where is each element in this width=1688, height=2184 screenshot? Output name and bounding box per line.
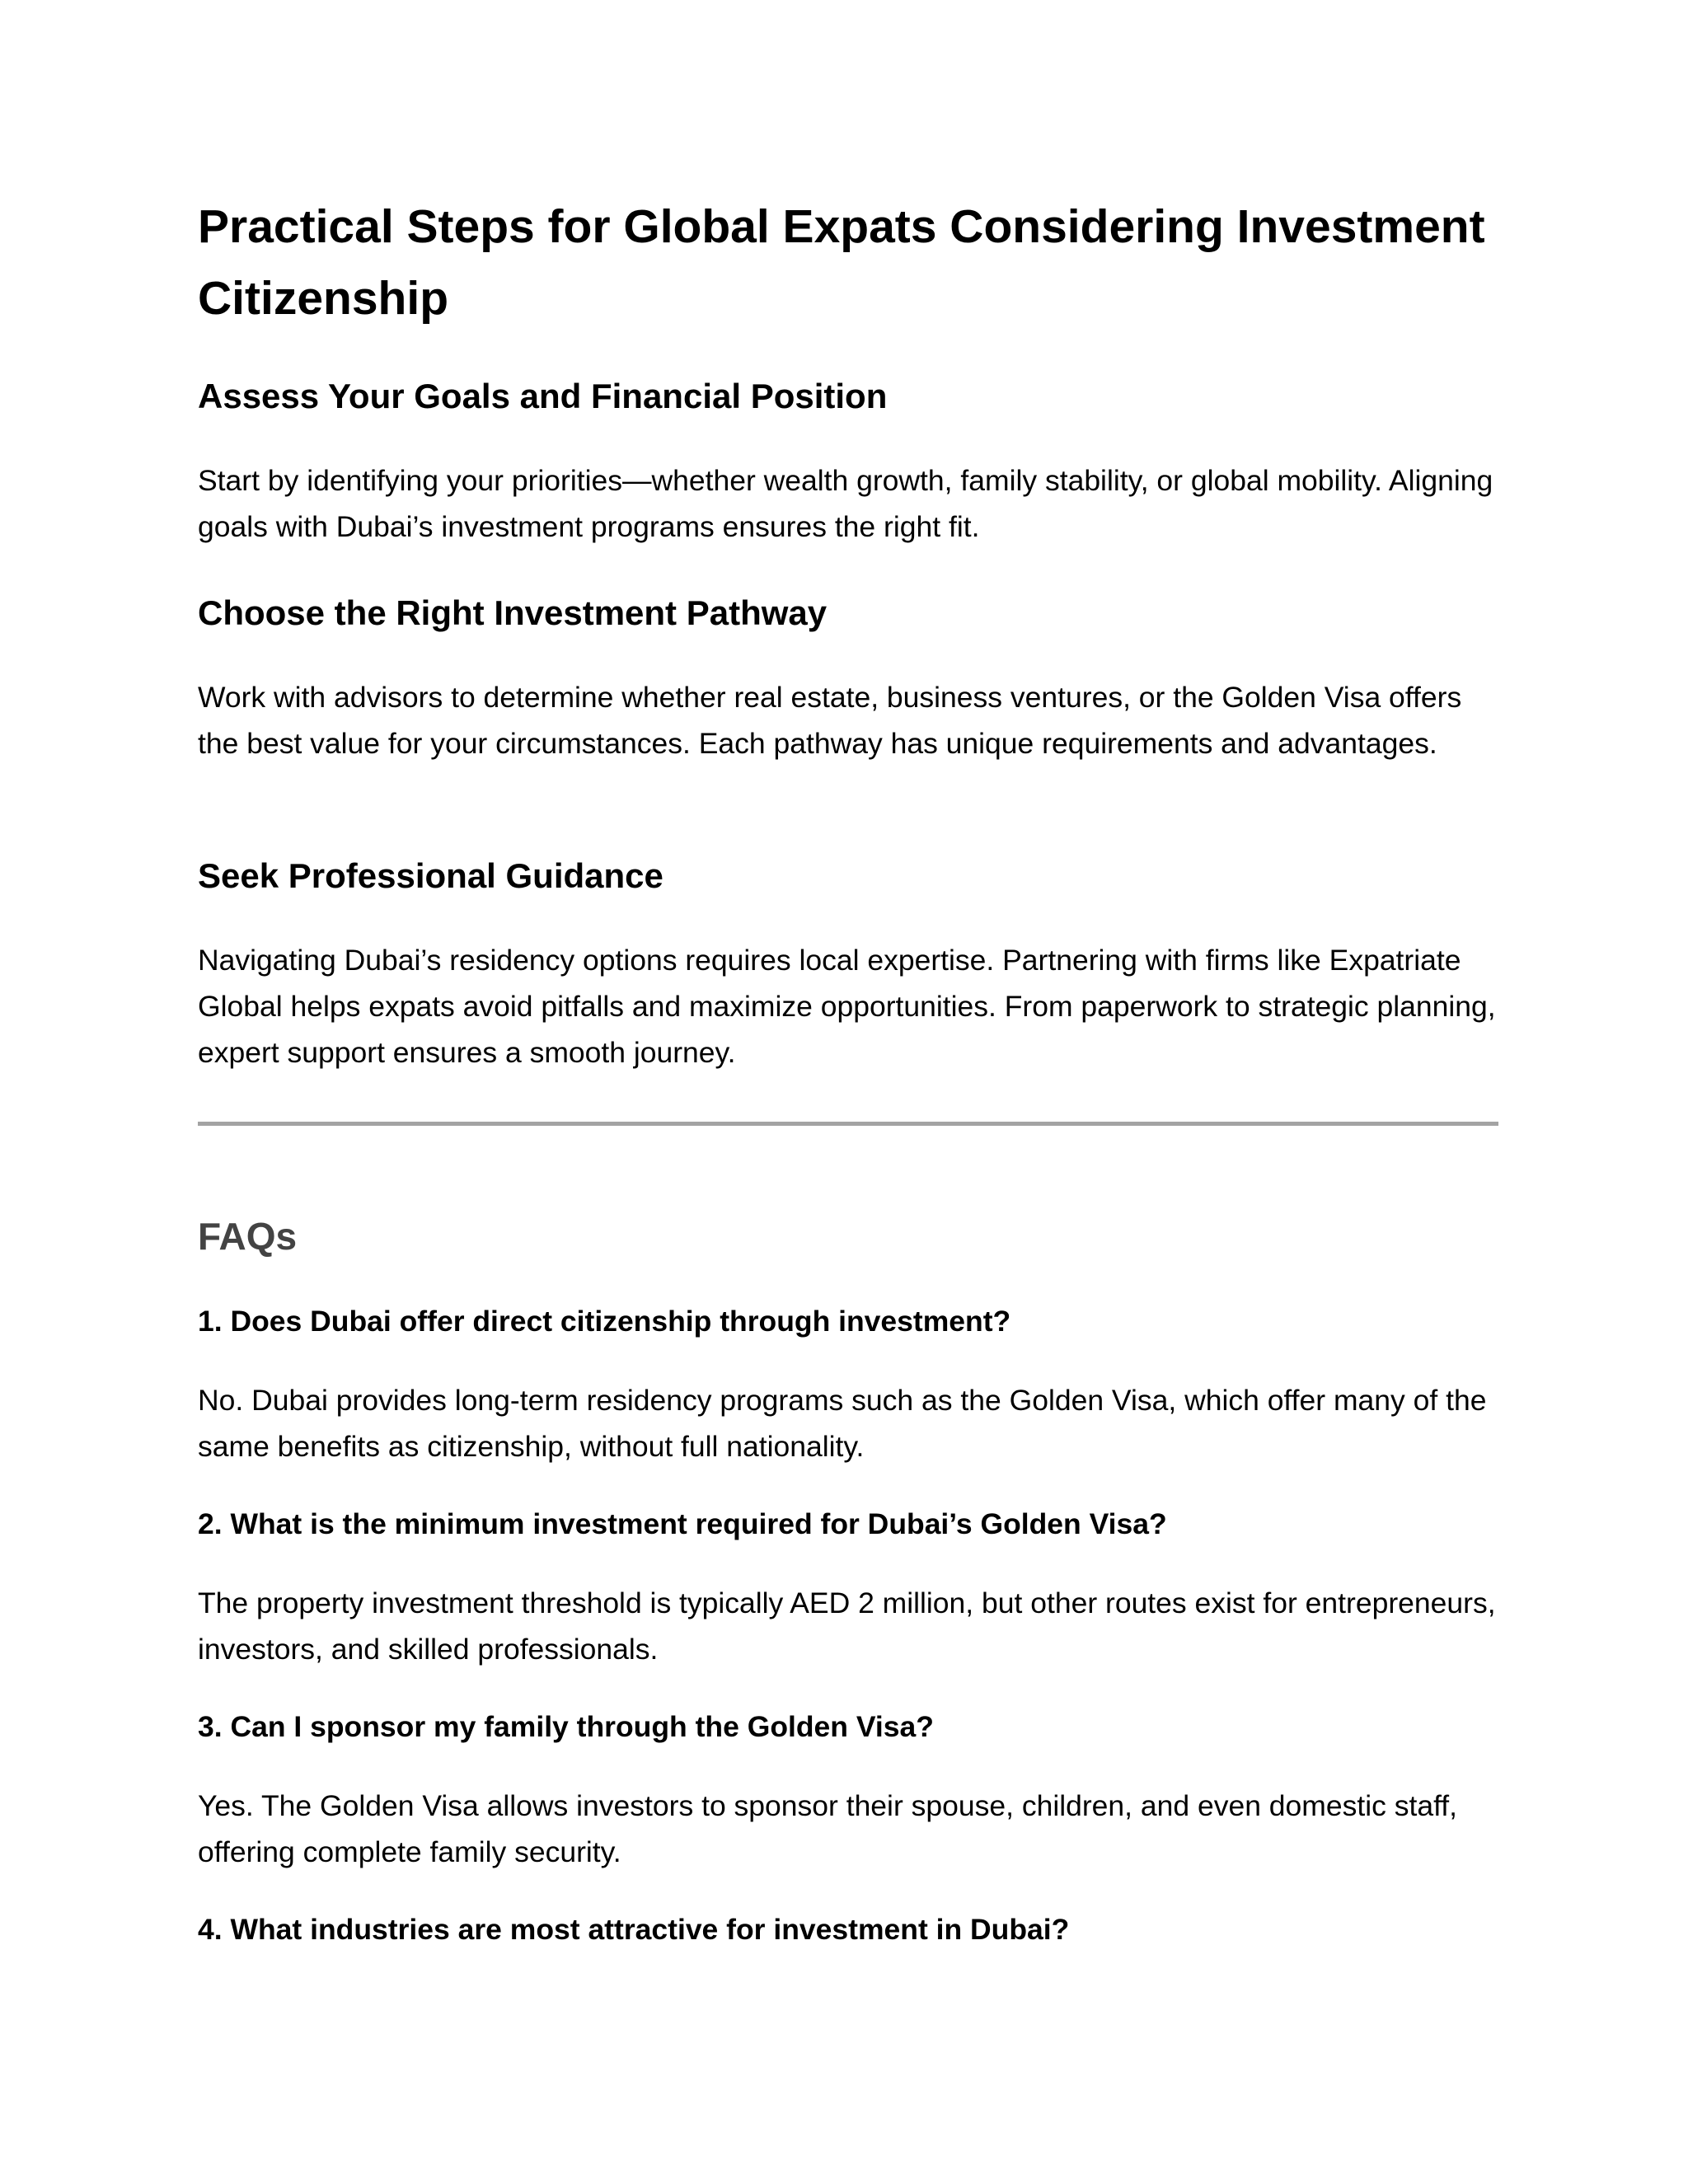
faq-question-1: 1. Does Dubai offer direct citizenship through investment? [198, 1305, 1011, 1338]
faq-answer-3: Yes. The Golden Visa allows investors to sponsor their spouse, children, and even domestic staff, offering complete family security. [198, 1789, 1458, 1868]
section-body-investment-pathway: Work with advisors to determine whether real estate, business ventures, or the Golden Visa offers the best value for your circumstances. Each pathway has unique requirements and advantages. [198, 681, 1462, 760]
section-heading-professional-guidance: Seek Professional Guidance [198, 856, 663, 895]
section-body-professional-guidance: Navigating Dubai’s residency options requires local expertise. Partnering with firms like Expatriate Global helps expats avoid pitfalls and maximize opportunities. From paperwork to strategic planning, expert support ensures a smooth journey. [198, 944, 1496, 1069]
faq-answer-2: The property investment threshold is typically AED 2 million, but other routes exist for entrepreneurs, investors, and skilled professionals. [198, 1586, 1496, 1666]
faq-question-2: 2. What is the minimum investment required for Dubai’s Golden Visa? [198, 1507, 1167, 1540]
horizontal-divider [198, 1122, 1498, 1126]
faq-question-3: 3. Can I sponsor my family through the Golden Visa? [198, 1710, 934, 1743]
section-heading-investment-pathway: Choose the Right Investment Pathway [198, 593, 828, 632]
document-title: Practical Steps for Global Expats Considering Investment Citizenship [198, 200, 1485, 325]
section-body-assess-goals: Start by identifying your priorities—whether wealth growth, family stability, or global mobility. Aligning goals with Dubai’s investment programs ensures the right fit. [198, 464, 1493, 543]
section-heading-assess-goals: Assess Your Goals and Financial Position [198, 377, 888, 415]
faq-answer-1: No. Dubai provides long-term residency programs such as the Golden Visa, which offer many of the same benefits as citizenship, without full nationality. [198, 1384, 1487, 1463]
faq-heading: FAQs [198, 1215, 298, 1258]
faq-question-4: 4. What industries are most attractive for investment in Dubai? [198, 1913, 1070, 1946]
